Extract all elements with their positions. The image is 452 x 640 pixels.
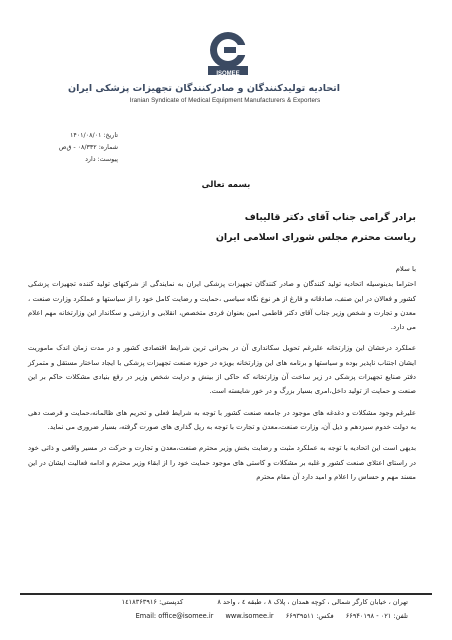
- footer-divider: [20, 593, 432, 595]
- recipient-block: [96, 208, 416, 248]
- body-paragraph-4: بدیهی است این اتحادیه با توجه به عملکرد مثبت و رضایت بخش وزیر محترم صنعت،معدن و تجارت و حرکت در مسیر واقعی و ذاتی خود در راستای اعتلای صنعت کشور و غلبه بر مشکلات و کاستی های موجود حمایت خود را از ابقاء وزیر محترم و ادامه فعالیت ایشان در این مسند مهم و حساس را اعلام و امید دارد آن مقام محترم: [28, 444, 416, 481]
- basmala: بسمه تعالی: [201, 180, 251, 190]
- footer-fax: فکس: ۶۶۹۳۹۵۱۱: [285, 612, 334, 620]
- letter-meta: [48, 130, 118, 166]
- letter-attachment: پیوست: دارد: [85, 156, 118, 163]
- org-name-english: Iranian Syndicate of Medical Equipment Manufacturers & Exporters: [129, 97, 321, 104]
- salutation: با سلام: [395, 265, 416, 273]
- footer-email[interactable]: Email: office@isomee.ir: [135, 612, 214, 620]
- body-paragraph-2: عملکرد درخشان این وزارتخانه علیرغم تحویل سکانداری آن در بحرانی ترین شرایط اقتصادی کشور و در مدت زمان اندک ماموریت ایشان اجتناب ناپذیر بوده و سیاستها و برنامه های این وزارتخانه بویژه در حوزه صنعت تجهیزات پزشکی با ایجاد ساختار مستقل و متمرکز دفتر صنایع تجهیزات پزشکی در زیر ساخت آن وزارتخانه که حاکی از بینش و درایت شخص وزیر در رفع بنیادی مشکلات حاکم بر این صنعت و حمایت از تولید داخل،امری بسیار بزرگ و در خور شایسته است.: [28, 344, 416, 396]
- footer-address: تهران ، خیابان کارگر شمالی ، کوچه همدان ، پلاک ۸ ، طبقه ٤ ، واحد ٨: [217, 598, 408, 606]
- footer-address-row: [28, 598, 408, 606]
- recipient-name: برادر گرامی جناب آقای دکتر قالیباف: [244, 212, 416, 223]
- body-paragraph-3: علیرغم وجود مشکلات و دغدغه های موجود در جامعه صنعت کشور با توجه به شرایط فعلی و تحریم های ظالمانه،حمایت و فرصت دهی به دولت خدوم سیزدهم و ذیل آن، وزارت صنعت،معدن و تجارت با توجه به ریل گذاری های صورت گرفته، بسیار ضروری می نماید.: [28, 408, 416, 431]
- letter-body: [28, 262, 416, 491]
- body-paragraph-1: احتراما بدینوسیله اتحادیه تولید کنندگان و صادر کنندگان تجهیزات پزشکی ایران به نمایندگی از شرکتهای تولید کننده تجهیزات پزشکی کشور و فعالان در این صنف، صادقانه و فارغ از هر نوع نگاه سیاسی ،حمایت و رضایت کامل خود را از سیاستها و عملکرد وزارت صنعت ، معدن و تجارت و شخص وزیر جناب آقای دکتر فاطمی امین بعنوان فردی متخصص، انقلابی و ارزشی و سکاندار این وزارتخانه مهم اعلام می دارد.: [28, 280, 416, 332]
- footer-website[interactable]: www.isomee.ir: [225, 612, 274, 620]
- letter-number: شماره: ۰۸/۳۳۲ - ق‌ص: [58, 144, 118, 151]
- org-name-persian: اتحادیه تولیدکنندگان و صادرکنندگان تجهیزات پزشکی ایران: [67, 83, 340, 94]
- footer-postal-code: کدپستی: ۱٤۱۸۳۶۳۹۱۶: [121, 598, 184, 606]
- footer-contact-row: [28, 612, 408, 620]
- logo-text: ISOMEE: [216, 71, 240, 77]
- footer-tel: تلفن: ۰۲۱ - ۶۶۹۴۰۱۹۸: [345, 612, 408, 620]
- letter-date: تاریخ: ۱۴۰۱/۰۸/۰۱: [70, 132, 118, 139]
- recipient-title: ریاست محترم مجلس شورای اسلامی ایران: [215, 232, 416, 243]
